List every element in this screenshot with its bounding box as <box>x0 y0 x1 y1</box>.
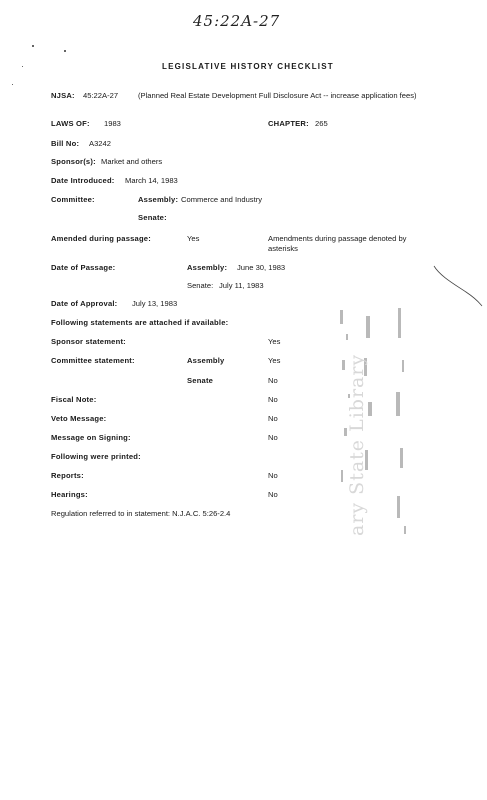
laws-of-label: LAWS OF: <box>51 119 90 128</box>
sponsor-statement-value: Yes <box>268 337 281 346</box>
veto-message-value: No <box>268 414 278 423</box>
njsa-value: 45:22A-27 <box>83 91 119 100</box>
hearings-label: Hearings: <box>51 490 88 499</box>
committee-statement-senate-label: Senate <box>187 376 214 385</box>
regulation-reference: Regulation referred to in statement: N.J.A.C. 5:26-2.4 <box>51 509 231 518</box>
committee-statement-assembly-value: Yes <box>268 356 281 365</box>
hearings-value: No <box>268 490 278 499</box>
passage-assembly-value: June 30, 1983 <box>237 263 286 272</box>
committee-statement-assembly-label: Assembly <box>187 356 225 365</box>
date-introduced-value: March 14, 1983 <box>125 176 178 185</box>
scan-speck <box>32 45 34 47</box>
passage-label: Date of Passage: <box>51 263 116 272</box>
committee-statement-label: Committee statement: <box>51 356 135 365</box>
njsa-description: (Planned Real Estate Development Full Disclosure Act -- increase application fees) <box>138 91 417 100</box>
sponsor-statement-label: Sponsor statement: <box>51 337 126 346</box>
passage-senate-value: July 11, 1983 <box>219 281 264 290</box>
handwritten-citation: 45:22A-27 <box>193 12 281 30</box>
laws-of-value: 1983 <box>104 119 121 128</box>
margin-pen-mark <box>430 262 485 322</box>
scan-speck <box>12 84 13 85</box>
reports-label: Reports: <box>51 471 84 480</box>
fiscal-note-label: Fiscal Note: <box>51 395 97 404</box>
fiscal-note-value: No <box>268 395 278 404</box>
attached-heading: Following statements are attached if available: <box>51 318 229 327</box>
signing-message-label: Message on Signing: <box>51 433 131 442</box>
veto-message-label: Veto Message: <box>51 414 107 423</box>
njsa-label: NJSA: <box>51 91 75 100</box>
approval-value: July 13, 1983 <box>132 299 178 308</box>
chapter-label: CHAPTER: <box>268 119 309 128</box>
chapter-value: 265 <box>315 119 328 128</box>
scan-speck <box>64 50 66 52</box>
date-introduced-label: Date Introduced: <box>51 176 115 185</box>
passage-assembly-label: Assembly: <box>187 263 228 272</box>
approval-label: Date of Approval: <box>51 299 118 308</box>
scan-speck <box>22 66 23 67</box>
committee-statement-senate-value: No <box>268 376 278 385</box>
document-title: LEGISLATIVE HISTORY CHECKLIST <box>162 62 334 71</box>
committee-assembly-label: Assembly: <box>138 195 179 204</box>
sponsor-value: Market and others <box>101 157 163 166</box>
library-stamp-text: ary State Library <box>346 353 368 536</box>
committee-label: Committee: <box>51 195 95 204</box>
committee-senate-label: Senate: <box>138 213 167 222</box>
bill-no-value: A3242 <box>89 139 111 148</box>
signing-message-value: No <box>268 433 278 442</box>
printed-heading: Following were printed: <box>51 452 141 461</box>
amended-label: Amended during passage: <box>51 234 151 243</box>
amended-value: Yes <box>187 234 200 243</box>
sponsor-label: Sponsor(s): <box>51 157 96 166</box>
reports-value: No <box>268 471 278 480</box>
bill-no-label: Bill No: <box>51 139 80 148</box>
committee-assembly-value: Commerce and Industry <box>181 195 263 204</box>
passage-senate-label: Senate: <box>187 281 214 290</box>
amended-note: Amendments during passage denoted by asterisks <box>268 234 407 253</box>
